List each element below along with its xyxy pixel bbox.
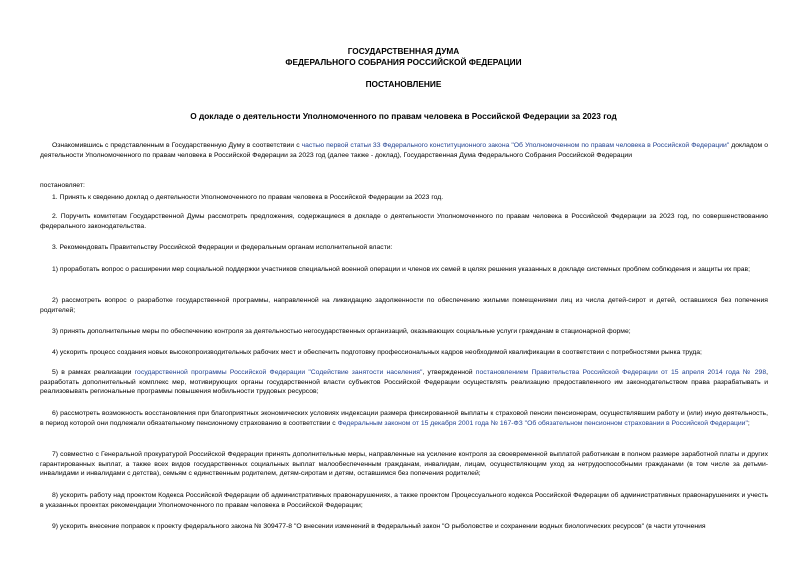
item-3: 3. Рекомендовать Правительству Российской Федерации и федеральным органам исполнительной власти:	[52, 244, 393, 251]
subitem-3: 3) принять дополнительные меры по обеспечению контроля за деятельностью негосударственных организаций, оказывающих социальные услуги гражданам в стационарной форме;	[52, 328, 631, 335]
subitem-7: 7) совместно с Генеральной прокуратурой Российской Федерации принять дополнительные меры, направленные на усиление контроля за своевременной выплатой работникам в полном размере заработной платы и других гарантированных выплат, а также всех видов государственных социальных выплат малообеспеченным гражданам, инвалидам, лицам, осуществляющим уход за нетрудоспособными гражданами (в том числе за детьми-инвалидами и инвалидами с детства), семьям с единственным родителем, детям-сиротам и детям, оставшимся без попечения родителей;	[40, 451, 768, 478]
resolves-label: постановляет:	[40, 182, 85, 189]
link-government-decree[interactable]: постановлением Правительства Российской Федерации от 15 апреля 2014 года № 298	[475, 369, 767, 376]
subitem-5-text-2: , утвержденной	[422, 369, 476, 376]
item-1: 1. Принять к сведению доклад о деятельности Уполномоченного по правам человека в Российской Федерации за 2023 год.	[52, 194, 444, 201]
subitem-6-text-1: 6) рассмотреть возможность восстановления при благоприятных экономических условиях индексации размера фиксированной выплаты к страховой пенсии пенсионерам, осуществлявшим работу и (или) иную деятельность, в период которой они подлежали обязательному пенсионному страхованию в соответствии с	[40, 410, 768, 427]
document-title: О докладе о деятельности Уполномоченного по правам человека в Российской Федерации за 2023 год	[190, 111, 617, 121]
subitem-9: 9) ускорить внесение поправок к проекту федерального закона № 309477-8 "О внесении изменений в Федеральный закон "О рыболовстве и сохранении водных биологических ресурсов" (в части уточнения	[52, 523, 706, 530]
link-employment-program[interactable]: государственной программы Российской Федерации "Содействие занятости населения"	[134, 369, 423, 376]
issuer-line-1: ГОСУДАРСТВЕННАЯ ДУМА	[347, 46, 460, 56]
item-2: 2. Поручить комитетам Государственной Думы рассмотреть предложения, содержащиеся в докладе о деятельности Уполномоченного по правам человека в Российской Федерации за 2023 год, по совершенствованию федерального законодательства.	[40, 213, 768, 230]
intro-text-2: докладом о деятельности Уполномоченного по правам человека в Российской Федерации за 2023 год (далее также - доклад), Государственная Дума Федерального Собрания Российской Федерации	[40, 142, 768, 159]
link-pension-law[interactable]: Федеральным законом от 15 декабря 2001 года № 167-ФЗ "Об обязательном пенсионном страховании в Российской Федерации"	[337, 419, 748, 427]
document-type: ПОСТАНОВЛЕНИЕ	[365, 79, 442, 89]
subitem-5-text-3: , разработать дополнительный комплекс мер, мотивирующих органы государственной власти субъектов Российской Федерации осуществлять реализацию предоставленного им законодательством права разрабатывать и реализовывать региональные программы повышения мобильности трудовых ресурсов;	[40, 369, 769, 396]
subitem-5	[40, 368, 768, 397]
subitem-2: 2) рассмотреть вопрос о разработке государственной программы, направленной на ликвидацию задолженности по обеспечению жилыми помещениями лиц из числа детей-сирот и детей, оставшихся без попечения родителей;	[40, 297, 768, 314]
subitem-6	[40, 409, 768, 428]
subitem-1: 1) проработать вопрос о расширении мер социальной поддержки участников специальной военной операции и членов их семей в целях решения указанных в докладе системных проблем соблюдения и защиты их прав;	[52, 266, 751, 273]
subitem-5-text-1: 5) в рамках реализации	[52, 369, 135, 376]
intro-paragraph	[40, 141, 768, 160]
subitem-8: 8) ускорить работу над проектом Кодекса Российской Федерации об административных правонарушениях, а также проектом Процессуального кодекса Российской Федерации об административных правонарушениях и учесть в указанных проектах рекомендации Уполномоченного по правам человека в Российской Федерации;	[40, 492, 768, 509]
subitem-6-text-2: ;	[747, 419, 750, 427]
intro-text-1: Ознакомившись с представленным в Государственную Думу в соответствии с	[52, 142, 302, 149]
subitem-4: 4) ускорить процесс создания новых высокопроизводительных рабочих мест и обеспечить подготовку профессиональных кадров необходимой квалификации в соответствии с потребностями рынка труда;	[52, 349, 702, 356]
link-constitutional-law[interactable]: частью первой статьи 33 Федерального конституционного закона "Об Уполномоченном по правам человека в Российской Федерации"	[301, 142, 730, 149]
issuer-line-2: ФЕДЕРАЛЬНОГО СОБРАНИЯ РОССИЙСКОЙ ФЕДЕРАЦИИ	[285, 57, 522, 67]
